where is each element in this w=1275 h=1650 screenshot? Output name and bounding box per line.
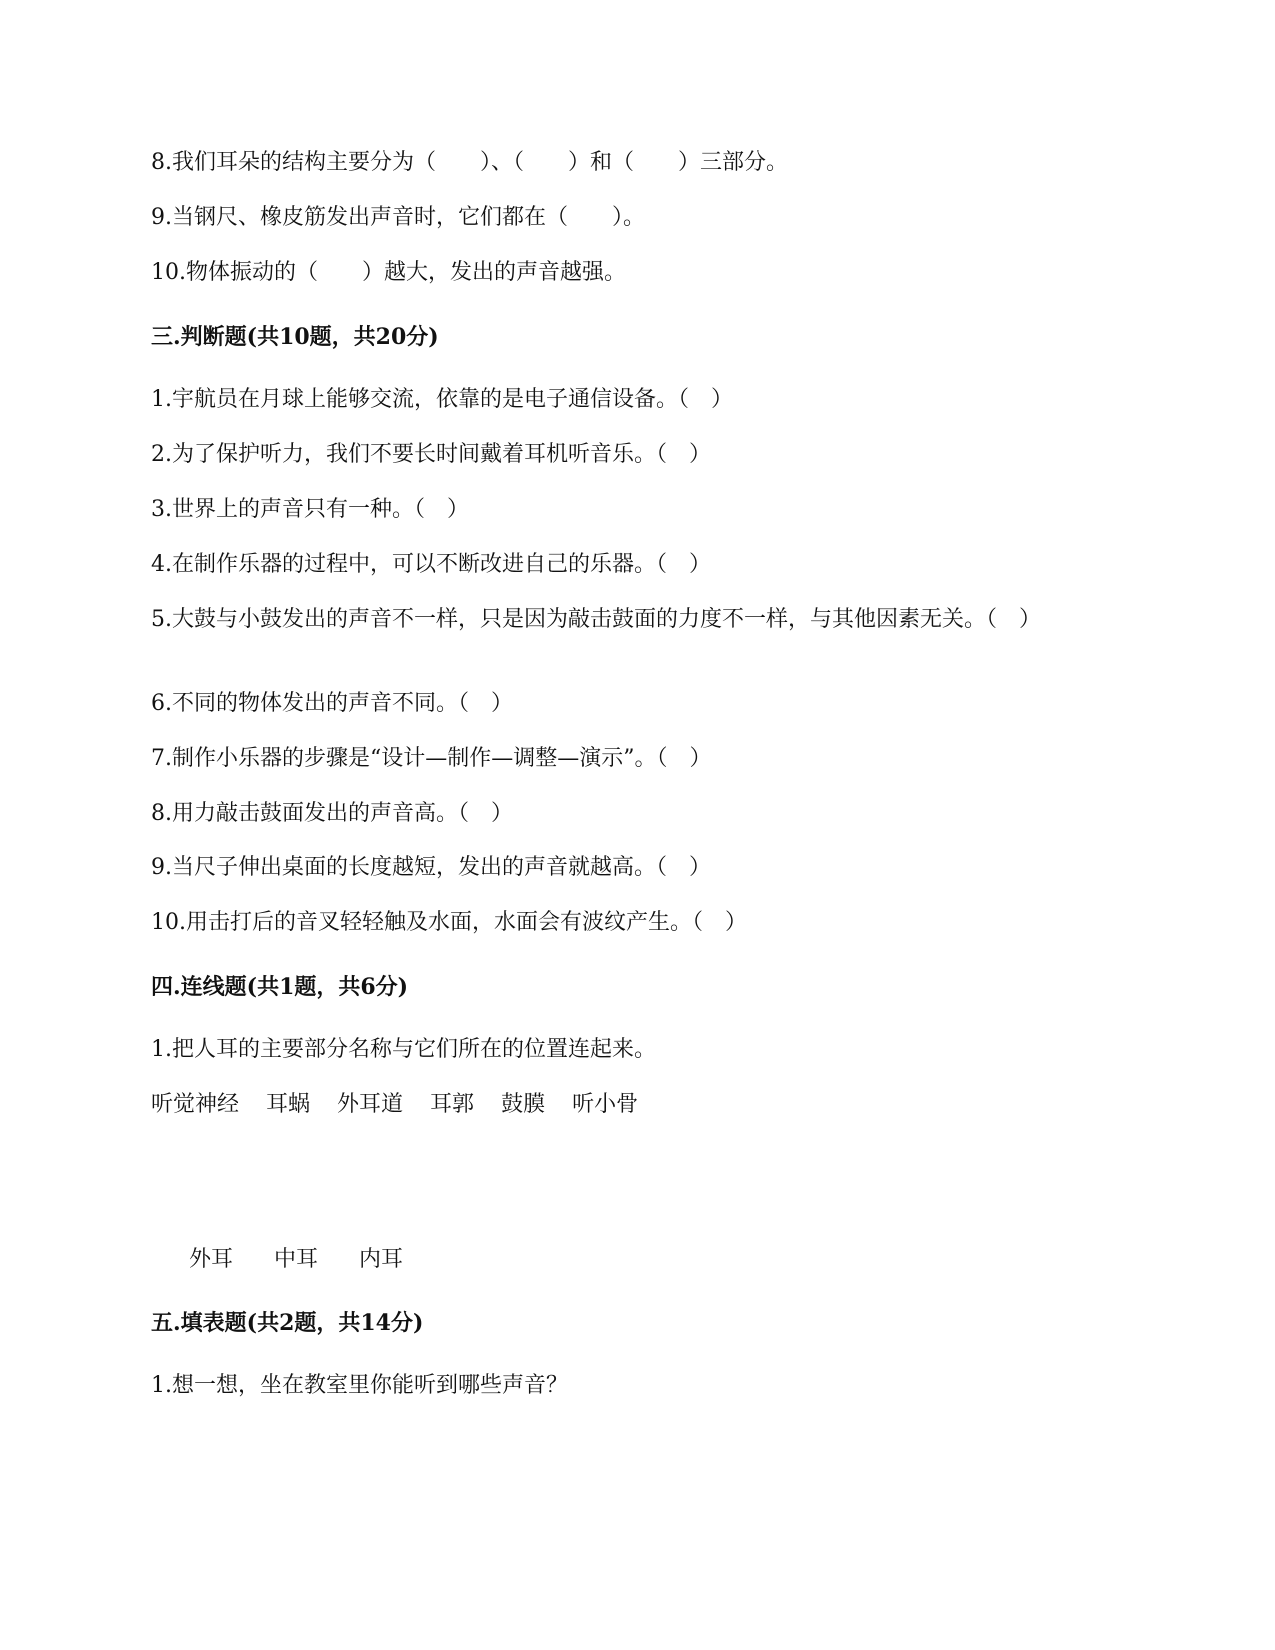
judge-item-8: 8.用力敲击鼓面发出的声音高。（ ） — [151, 801, 513, 826]
ear-part-ossicles: 听小骨 — [572, 1092, 639, 1117]
section-4-title: 四.连线题(共1题，共6分) — [151, 974, 409, 1000]
judge-item-3: 3.世界上的声音只有一种。（ ） — [151, 497, 469, 522]
judge-item-5: 5.大鼓与小鼓发出的声音不一样，只是因为敲击鼓面的力度不一样，与其他因素无关。（ ） — [151, 607, 1041, 632]
ear-part-auditory-nerve: 听觉神经 — [151, 1092, 240, 1117]
judge-item-1: 1.宇航员在月球上能够交流，依靠的是电子通信设备。（ ） — [151, 387, 733, 412]
ear-part-eardrum: 鼓膜 — [501, 1092, 546, 1117]
fill-blank-item-10: 10.物体振动的（ ）越大，发出的声音越强。 — [151, 260, 626, 285]
fill-blank-item-8: 8.我们耳朵的结构主要分为（ ）、（ ）和（ ）三部分。 — [151, 150, 788, 175]
section-3-title: 三.判断题(共10题，共20分) — [151, 324, 439, 350]
judge-item-4: 4.在制作乐器的过程中，可以不断改进自己的乐器。（ ） — [151, 552, 711, 577]
ear-region-inner: 内耳 — [359, 1247, 404, 1272]
judge-item-7: 7.制作小乐器的步骤是“设计—制作—调整—演示”。（ ） — [151, 746, 712, 771]
ear-part-list — [151, 1090, 638, 1120]
judge-item-6: 6.不同的物体发出的声音不同。（ ） — [151, 691, 513, 716]
ear-part-ear-canal: 外耳道 — [337, 1092, 404, 1117]
judge-item-2: 2.为了保护听力，我们不要长时间戴着耳机听音乐。（ ） — [151, 442, 711, 467]
ear-region-list — [189, 1245, 403, 1275]
judge-item-9: 9.当尺子伸出桌面的长度越短，发出的声音就越高。（ ） — [151, 855, 711, 880]
section-5-title: 五.填表题(共2题，共14分) — [151, 1310, 424, 1336]
ear-part-auricle: 耳郭 — [430, 1092, 475, 1117]
ear-part-cochlea: 耳蜗 — [266, 1092, 311, 1117]
matching-question: 1.把人耳的主要部分名称与它们所在的位置连起来。 — [151, 1037, 656, 1062]
fill-blank-item-9: 9.当钢尺、橡皮筋发出声音时，它们都在（ ）。 — [151, 205, 645, 230]
table-question-1: 1.想一想，坐在教室里你能听到哪些声音？ — [151, 1373, 568, 1398]
judge-item-10: 10.用击打后的音叉轻轻触及水面，水面会有波纹产生。（ ） — [151, 910, 747, 935]
ear-region-outer: 外耳 — [189, 1247, 234, 1272]
ear-region-middle: 中耳 — [274, 1247, 319, 1272]
